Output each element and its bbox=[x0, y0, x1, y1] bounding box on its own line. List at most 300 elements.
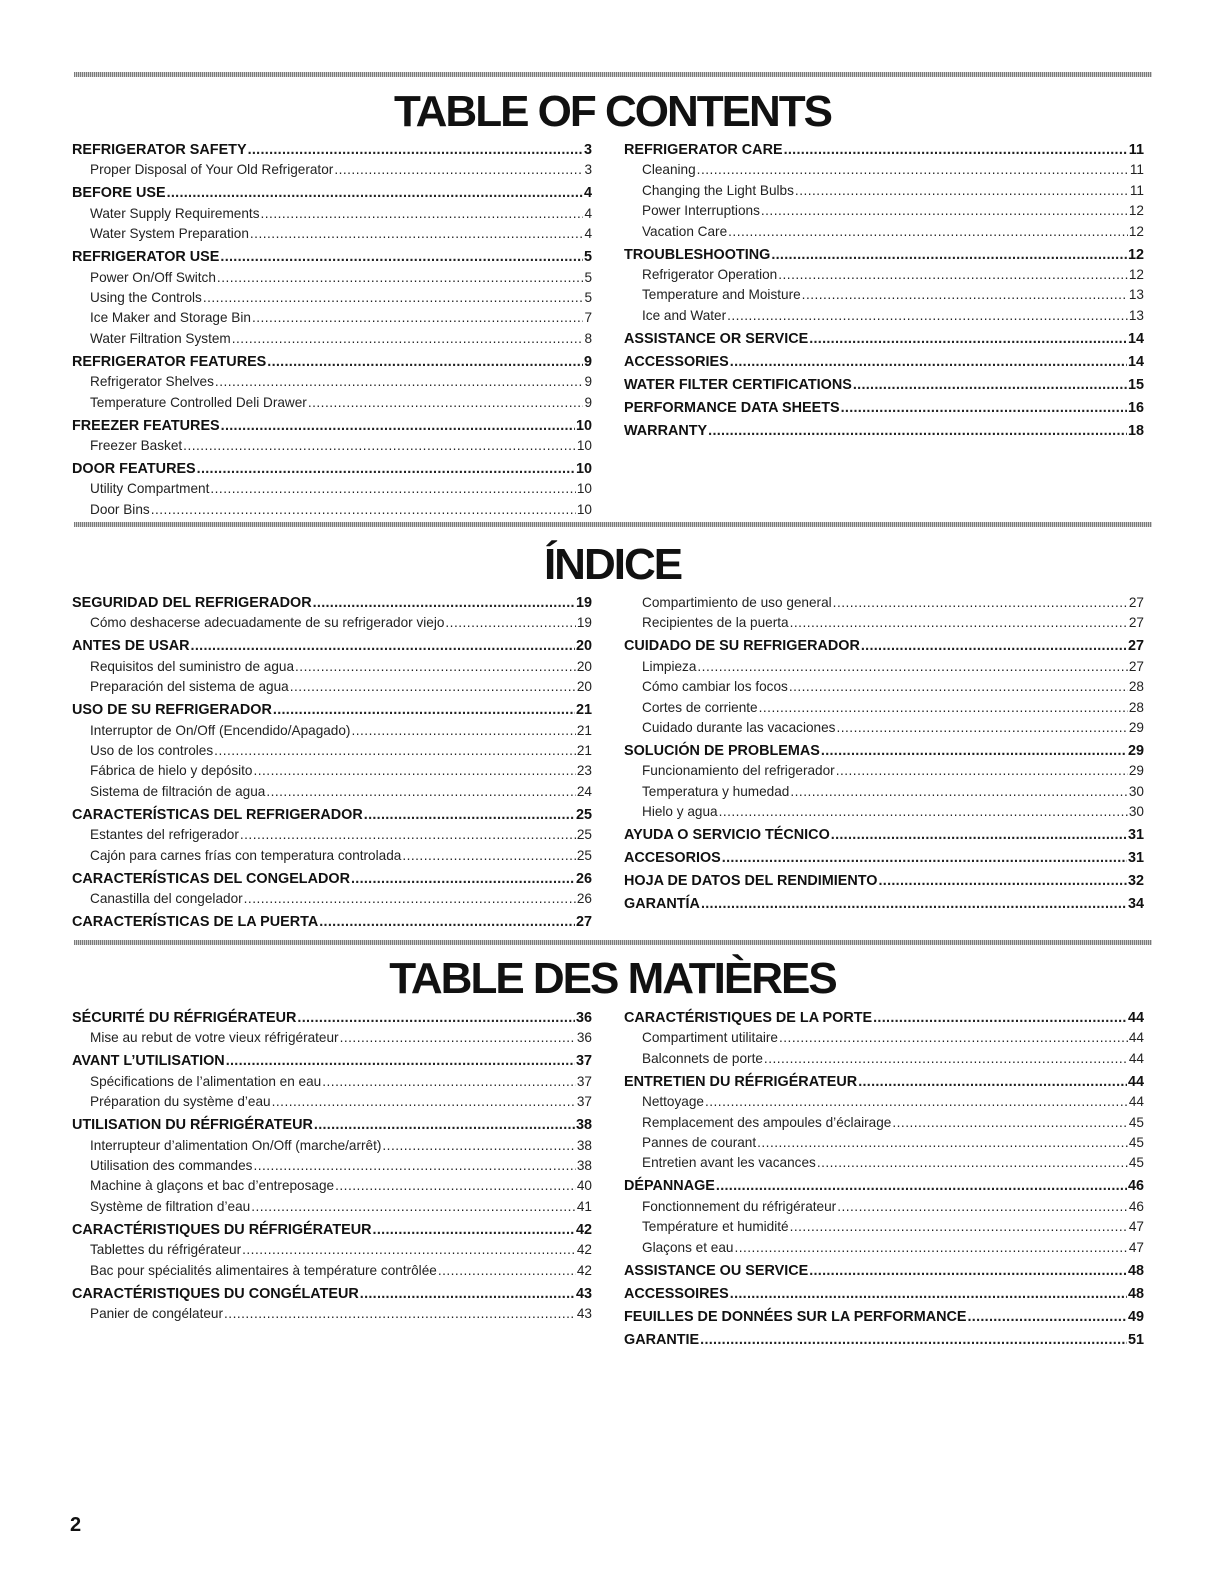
toc-subsection-entry bbox=[72, 741, 592, 761]
dot-leader bbox=[445, 613, 575, 633]
french-heading: TABLE DES MATIÈRES bbox=[389, 954, 836, 1003]
dot-leader bbox=[761, 201, 1128, 221]
dot-leader bbox=[708, 421, 1127, 441]
toc-entry-title: REFRIGERATOR CARE bbox=[624, 142, 783, 158]
toc-subsection-entry bbox=[624, 285, 1144, 305]
toc-page-number: 28 bbox=[1128, 679, 1144, 695]
toc-subsection-entry bbox=[624, 306, 1144, 326]
dot-leader bbox=[217, 268, 584, 288]
dot-leader bbox=[727, 306, 1128, 326]
toc-subsection-entry bbox=[72, 288, 592, 308]
toc-entry-title: UTILISATION DU RÉFRIGÉRATEUR bbox=[72, 1117, 313, 1134]
toc-entry-title: DÉPANNAGE bbox=[624, 1178, 715, 1195]
toc-page-number: 12 bbox=[1127, 246, 1144, 263]
toc-subsection-entry bbox=[624, 1028, 1144, 1048]
toc-subsection-entry bbox=[72, 1156, 592, 1176]
page-number: 2 bbox=[70, 1514, 82, 1536]
toc-entry-title: Remplacement des ampoules d’éclairage bbox=[642, 1114, 892, 1130]
toc-entry-title: Ice and Water bbox=[642, 307, 727, 323]
toc-entry-title: Temperature Controlled Deli Drawer bbox=[90, 394, 307, 410]
toc-section-entry bbox=[72, 1051, 592, 1071]
dot-leader bbox=[722, 848, 1127, 868]
dot-leader bbox=[266, 782, 576, 802]
toc-page-number: 25 bbox=[575, 806, 592, 823]
toc-page-number: 5 bbox=[584, 269, 592, 285]
toc-page-number: 26 bbox=[575, 870, 592, 887]
dot-leader bbox=[784, 140, 1128, 160]
toc-entry-title: Bac pour spécialités alimentaires à température contrôlée bbox=[90, 1262, 437, 1278]
toc-page-number: 26 bbox=[576, 891, 592, 907]
toc-page-number: 47 bbox=[1128, 1239, 1144, 1255]
dot-leader bbox=[789, 677, 1128, 697]
dot-leader bbox=[272, 1092, 576, 1112]
toc-page-number: 4 bbox=[584, 226, 592, 242]
toc-page-number: 3 bbox=[584, 162, 592, 178]
toc-page-number: 46 bbox=[1128, 1198, 1144, 1214]
toc-entry-title: Power On/Off Switch bbox=[90, 269, 216, 285]
toc-entry-title: Door Bins bbox=[90, 501, 150, 517]
toc-page-number: 19 bbox=[575, 595, 592, 611]
toc-subsection-entry bbox=[72, 846, 592, 866]
dot-leader bbox=[308, 393, 584, 413]
toc-entry-title: Nettoyage bbox=[642, 1094, 704, 1110]
toc-entry-title: USO DE SU REFRIGERADOR bbox=[72, 702, 272, 719]
toc-page-number: 10 bbox=[576, 481, 592, 497]
dot-leader bbox=[764, 1049, 1128, 1069]
toc-entry-title: Temperature and Moisture bbox=[642, 287, 801, 303]
toc-subsection-entry bbox=[624, 1197, 1144, 1217]
toc-entry-title: Proper Disposal of Your Old Refrigerator bbox=[90, 162, 334, 178]
toc-entry-title: Préparation du système d’eau bbox=[90, 1094, 271, 1110]
toc-entry-title: Recipientes de la puerta bbox=[642, 615, 789, 631]
toc-entry-title: PERFORMANCE DATA SHEETS bbox=[624, 399, 840, 416]
toc-subsection-entry bbox=[624, 761, 1144, 781]
toc-page-number: 10 bbox=[576, 438, 592, 454]
toc-section-entry bbox=[72, 912, 592, 932]
toc-entry-title: Preparación del sistema de agua bbox=[90, 679, 289, 695]
toc-page-number: 4 bbox=[584, 205, 592, 221]
toc-entry-title: BEFORE USE bbox=[72, 185, 166, 202]
toc-section-entry bbox=[72, 459, 592, 479]
dot-leader bbox=[809, 329, 1127, 349]
dot-leader bbox=[790, 613, 1128, 633]
dot-leader bbox=[313, 593, 575, 613]
dot-leader bbox=[817, 1153, 1128, 1173]
dot-leader bbox=[340, 1028, 576, 1048]
toc-page-number: 38 bbox=[575, 1117, 592, 1134]
toc-page-number: 29 bbox=[1128, 720, 1144, 736]
toc-page-number: 13 bbox=[1128, 307, 1144, 323]
toc-entry-title: Vacation Care bbox=[642, 223, 728, 239]
dot-leader bbox=[267, 352, 583, 372]
toc-page-number: 23 bbox=[576, 763, 592, 779]
toc-subsection-entry bbox=[72, 436, 592, 456]
toc-page-number: 10 bbox=[575, 461, 592, 478]
toc-page-number: 44 bbox=[1127, 1073, 1144, 1090]
toc-subsection-entry bbox=[72, 677, 592, 697]
toc-page-number: 11 bbox=[1129, 162, 1144, 178]
toc-entry-title: Spécifications de l’alimentation en eau bbox=[90, 1073, 322, 1089]
dot-leader bbox=[251, 1197, 576, 1217]
toc-entry-title: Interrupteur d’alimentation On/Off (marche/arrêt) bbox=[90, 1137, 382, 1153]
dot-leader bbox=[836, 761, 1128, 781]
dot-leader bbox=[771, 245, 1127, 265]
toc-entry-title: Système de filtration d’eau bbox=[90, 1198, 251, 1214]
toc-entry-title: SOLUCIÓN DE PROBLEMAS bbox=[624, 743, 820, 760]
toc-page-number: 43 bbox=[575, 1285, 592, 1302]
toc-subsection-entry bbox=[72, 393, 592, 413]
french-right-column bbox=[624, 1008, 1144, 1350]
toc-section-entry bbox=[624, 245, 1144, 265]
toc-page-number: 36 bbox=[575, 1010, 592, 1026]
dot-leader bbox=[290, 677, 576, 697]
dot-leader bbox=[861, 636, 1127, 656]
dot-leader bbox=[248, 140, 583, 160]
toc-section-entry bbox=[72, 1115, 592, 1135]
toc-entry-title: AYUDA O SERVICIO TÉCNICO bbox=[624, 827, 830, 844]
toc-entry-title: SÉCURITÉ DU RÉFRIGÉRATEUR bbox=[72, 1010, 297, 1026]
dot-leader bbox=[701, 894, 1127, 914]
dot-leader bbox=[250, 224, 584, 244]
toc-page-number: 7 bbox=[584, 310, 592, 326]
toc-section-entry bbox=[624, 421, 1144, 441]
dot-leader bbox=[705, 1092, 1128, 1112]
toc-page-number: 31 bbox=[1127, 850, 1144, 867]
toc-section-entry bbox=[624, 1072, 1144, 1092]
toc-entry-title: Machine à glaçons et bac d’entreposage bbox=[90, 1178, 335, 1194]
toc-entry-title: Water Filtration System bbox=[90, 330, 231, 346]
toc-page-number: 27 bbox=[575, 914, 592, 931]
toc-page-number: 48 bbox=[1127, 1285, 1144, 1302]
toc-subsection-entry bbox=[72, 1197, 592, 1217]
dot-leader bbox=[697, 160, 1129, 180]
toc-entry-title: ACCESSOIRES bbox=[624, 1285, 729, 1302]
toc-entry-title: Compartimiento de uso general bbox=[642, 595, 832, 610]
toc-page-number: 44 bbox=[1128, 1030, 1144, 1046]
dot-leader bbox=[697, 657, 1127, 677]
toc-entry-title: CARACTERÍSTICAS DEL CONGELADOR bbox=[72, 870, 350, 887]
toc-entry-title: Utility Compartment bbox=[90, 481, 210, 497]
toc-entry-title: Pannes de courant bbox=[642, 1135, 757, 1151]
toc-section-entry bbox=[624, 1176, 1144, 1196]
toc-subsection-entry bbox=[624, 160, 1144, 180]
toc-entry-title: Refrigerator Shelves bbox=[90, 374, 214, 390]
toc-entry-title: ASSISTANCE OU SERVICE bbox=[624, 1262, 809, 1279]
toc-subsection-entry bbox=[624, 657, 1144, 677]
toc-page-number: 8 bbox=[584, 330, 592, 346]
toc-page-number: 25 bbox=[576, 827, 592, 843]
toc-page-number: 9 bbox=[584, 374, 592, 390]
dot-leader bbox=[191, 636, 575, 656]
toc-section-entry bbox=[624, 1284, 1144, 1304]
dot-leader bbox=[730, 1284, 1127, 1304]
toc-page-number: 42 bbox=[575, 1221, 592, 1238]
toc-subsection-entry bbox=[624, 593, 1144, 613]
dot-leader bbox=[873, 1008, 1127, 1028]
toc-entry-title: TROUBLESHOOTING bbox=[624, 246, 771, 263]
toc-section-entry bbox=[72, 140, 592, 160]
toc-section-entry bbox=[624, 1261, 1144, 1281]
toc-entry-title: Glaçons et eau bbox=[642, 1239, 734, 1255]
toc-subsection-entry bbox=[624, 698, 1144, 718]
toc-entry-title: Water System Preparation bbox=[90, 226, 249, 242]
toc-entry-title: Requisitos del suministro de agua bbox=[90, 658, 295, 674]
toc-entry-title: REFRIGERATOR FEATURES bbox=[72, 353, 267, 370]
toc-entry-title: Mise au rebut de votre vieux réfrigérateur bbox=[90, 1030, 339, 1046]
toc-page-number: 37 bbox=[576, 1073, 592, 1089]
toc-page-number: 40 bbox=[576, 1178, 592, 1194]
toc-entry-title: Cortes de corriente bbox=[642, 699, 758, 715]
toc-entry-title: GARANTÍA bbox=[624, 896, 700, 913]
toc-entry-title: Using the Controls bbox=[90, 290, 202, 306]
toc-entry-title: ACCESSORIES bbox=[624, 353, 729, 370]
toc-subsection-entry bbox=[72, 1240, 592, 1260]
toc-entry-title: ASSISTANCE OR SERVICE bbox=[624, 330, 809, 347]
toc-section-entry bbox=[624, 741, 1144, 761]
dot-leader bbox=[779, 1028, 1128, 1048]
toc-subsection-entry bbox=[624, 613, 1144, 633]
toc-section-entry bbox=[72, 805, 592, 825]
dot-leader bbox=[351, 869, 575, 889]
toc-page-number: 45 bbox=[1128, 1135, 1144, 1151]
toc-entry-title: Entretien avant les vacances bbox=[642, 1155, 816, 1171]
toc-page-number: 37 bbox=[576, 1094, 592, 1110]
toc-entry-title: REFRIGERATOR USE bbox=[72, 249, 220, 266]
dot-leader bbox=[853, 375, 1127, 395]
dot-leader bbox=[802, 285, 1128, 305]
toc-entry-title: Canastilla del congelador bbox=[90, 891, 243, 907]
french-divider bbox=[74, 940, 1152, 945]
toc-page-number: 11 bbox=[1129, 182, 1144, 198]
toc-entry-title: Freezer Basket bbox=[90, 438, 183, 454]
toc-subsection-entry bbox=[624, 1092, 1144, 1112]
dot-leader bbox=[253, 761, 575, 781]
toc-page-number: 9 bbox=[583, 353, 592, 370]
toc-page-number: 34 bbox=[1127, 896, 1144, 913]
toc-subsection-entry bbox=[72, 224, 592, 244]
dot-leader bbox=[892, 1113, 1128, 1133]
dot-leader bbox=[232, 329, 584, 349]
dot-leader bbox=[226, 1051, 575, 1071]
toc-section-entry bbox=[624, 1330, 1144, 1350]
toc-entry-title: Changing the Light Bulbs bbox=[642, 182, 794, 198]
toc-subsection-entry bbox=[72, 1136, 592, 1156]
toc-page-number: 47 bbox=[1128, 1219, 1144, 1235]
dot-leader bbox=[836, 718, 1127, 738]
toc-subsection-entry bbox=[72, 1028, 592, 1048]
dot-leader bbox=[221, 416, 575, 436]
toc-entry-title: FEUILLES DE DONNÉES SUR LA PERFORMANCE bbox=[624, 1308, 967, 1325]
toc-page-number: 46 bbox=[1127, 1178, 1144, 1195]
toc-subsection-entry bbox=[72, 1176, 592, 1196]
dot-leader bbox=[700, 1330, 1127, 1350]
dot-leader bbox=[967, 1307, 1127, 1327]
toc-section-entry bbox=[624, 1307, 1144, 1327]
dot-leader bbox=[215, 372, 584, 392]
toc-subsection-entry bbox=[72, 825, 592, 845]
toc-page-number: 45 bbox=[1128, 1114, 1144, 1130]
dot-leader bbox=[319, 912, 575, 932]
toc-entry-title: Cajón para carnes frías con temperatura controlada bbox=[90, 847, 402, 863]
toc-page-number: 29 bbox=[1128, 763, 1144, 779]
toc-entry-title: FREEZER FEATURES bbox=[72, 417, 220, 434]
toc-entry-title: Fonctionnement du réfrigérateur bbox=[642, 1198, 837, 1214]
toc-page-number: 18 bbox=[1127, 422, 1144, 439]
toc-page-number: 5 bbox=[583, 249, 592, 266]
toc-entry-title: WATER FILTER CERTIFICATIONS bbox=[624, 376, 852, 393]
toc-section-entry bbox=[72, 636, 592, 656]
toc-section-entry bbox=[72, 1284, 592, 1304]
dot-leader bbox=[402, 846, 576, 866]
toc-page-number: 38 bbox=[576, 1158, 592, 1174]
toc-subsection-entry bbox=[72, 1072, 592, 1092]
english-heading: TABLE OF CONTENTS bbox=[394, 87, 831, 136]
toc-subsection-entry bbox=[72, 160, 592, 180]
dot-leader bbox=[273, 700, 575, 720]
dot-leader bbox=[716, 1176, 1127, 1196]
toc-section-entry bbox=[72, 352, 592, 372]
toc-subsection-entry bbox=[72, 308, 592, 328]
toc-entry-title: CARACTÉRISTIQUES DE LA PORTE bbox=[624, 1010, 873, 1026]
toc-page-number: 20 bbox=[576, 679, 592, 695]
toc-page-number: 19 bbox=[576, 615, 592, 631]
toc-subsection-entry bbox=[72, 761, 592, 781]
toc-page-number: 44 bbox=[1128, 1050, 1144, 1066]
toc-page-number: 49 bbox=[1127, 1308, 1144, 1325]
toc-entry-title: Interruptor de On/Off (Encendido/Apagado) bbox=[90, 722, 351, 738]
toc-page-number: 9 bbox=[584, 394, 592, 410]
toc-subsection-entry bbox=[624, 1217, 1144, 1237]
dot-leader bbox=[364, 805, 575, 825]
toc-section-entry bbox=[72, 416, 592, 436]
toc-entry-title: Cuidado durante las vacaciones bbox=[642, 720, 836, 736]
dot-leader bbox=[322, 1072, 576, 1092]
dot-leader bbox=[730, 352, 1127, 372]
toc-entry-title: Cómo cambiar los focos bbox=[642, 679, 788, 695]
toc-section-entry bbox=[72, 247, 592, 267]
dot-leader bbox=[197, 459, 575, 479]
dot-leader bbox=[261, 204, 584, 224]
dot-leader bbox=[373, 1220, 575, 1240]
toc-page-number: 42 bbox=[576, 1262, 592, 1278]
dot-leader bbox=[220, 247, 583, 267]
spanish-heading: ÍNDICE bbox=[543, 540, 682, 589]
toc-page-number: 43 bbox=[576, 1306, 592, 1322]
toc-page-number: 25 bbox=[576, 847, 592, 863]
toc-subsection-entry bbox=[624, 201, 1144, 221]
toc-page-number: 29 bbox=[1127, 743, 1144, 760]
dot-leader bbox=[382, 1136, 575, 1156]
toc-entry-title: DOOR FEATURES bbox=[72, 461, 196, 478]
toc-section-entry bbox=[624, 871, 1144, 891]
toc-section-entry bbox=[72, 1008, 592, 1028]
toc-entry-title: AVANT L’UTILISATION bbox=[72, 1053, 225, 1070]
toc-section-entry bbox=[624, 352, 1144, 372]
toc-page-number: 27 bbox=[1128, 658, 1144, 674]
toc-page-number: 41 bbox=[576, 1198, 592, 1214]
toc-entry-title: Cleaning bbox=[642, 162, 696, 178]
toc-entry-title: Balconnets de porte bbox=[642, 1050, 763, 1066]
dot-leader bbox=[151, 500, 576, 520]
dot-leader bbox=[240, 825, 576, 845]
dot-leader bbox=[790, 782, 1128, 802]
toc-subsection-entry bbox=[72, 782, 592, 802]
toc-entry-title: CARACTERÍSTICAS DEL REFRIGERADOR bbox=[72, 806, 363, 823]
toc-entry-title: Fábrica de hielo y depósito bbox=[90, 763, 253, 779]
toc-page-number: 4 bbox=[583, 185, 592, 202]
spanish-left-column bbox=[72, 593, 592, 932]
toc-subsection-entry bbox=[72, 889, 592, 909]
dot-leader bbox=[167, 183, 583, 203]
toc-entry-title: CARACTÉRISTIQUES DU RÉFRIGÉRATEUR bbox=[72, 1221, 372, 1238]
toc-entry-title: Uso de los controles bbox=[90, 743, 214, 759]
toc-page-number: 10 bbox=[576, 501, 592, 517]
toc-subsection-entry bbox=[624, 1113, 1144, 1133]
toc-page-number: 44 bbox=[1127, 1010, 1144, 1026]
toc-entry-title: Temperatura y humedad bbox=[642, 783, 790, 799]
dot-leader bbox=[314, 1115, 575, 1135]
toc-page-number: 30 bbox=[1128, 804, 1144, 820]
toc-entry-title: Utilisation des commandes bbox=[90, 1158, 253, 1174]
dot-leader bbox=[841, 398, 1127, 418]
toc-page-number: 27 bbox=[1127, 638, 1144, 655]
toc-entry-title: REFRIGERATOR SAFETY bbox=[72, 142, 247, 158]
toc-subsection-entry bbox=[624, 1133, 1144, 1153]
toc-page-number: 51 bbox=[1127, 1331, 1144, 1348]
toc-page-number: 24 bbox=[576, 783, 592, 799]
toc-subsection-entry bbox=[624, 1238, 1144, 1258]
dot-leader bbox=[858, 1072, 1127, 1092]
toc-subsection-entry bbox=[624, 677, 1144, 697]
toc-subsection-entry bbox=[72, 1304, 592, 1324]
spanish-divider bbox=[74, 522, 1152, 527]
toc-entry-title: Cómo deshacerse adecuadamente de su refrigerador viejo bbox=[90, 615, 445, 631]
toc-entry-title: ANTES DE USAR bbox=[72, 638, 190, 655]
toc-entry-title: Water Supply Requirements bbox=[90, 205, 260, 221]
dot-leader bbox=[821, 741, 1127, 761]
toc-page-number: 10 bbox=[575, 417, 592, 434]
toc-entry-title: ENTRETIEN DU RÉFRIGÉRATEUR bbox=[624, 1073, 858, 1090]
dot-leader bbox=[360, 1284, 575, 1304]
toc-page-number: 20 bbox=[576, 658, 592, 674]
toc-entry-title: ACCESORIOS bbox=[624, 850, 721, 867]
toc-entry-title: Estantes del refrigerador bbox=[90, 827, 239, 843]
toc-entry-title: Hielo y agua bbox=[642, 804, 718, 820]
toc-subsection-entry bbox=[72, 372, 592, 392]
toc-subsection-entry bbox=[624, 718, 1144, 738]
dot-leader bbox=[244, 889, 576, 909]
toc-page-number: 21 bbox=[575, 702, 592, 719]
dot-leader bbox=[334, 160, 583, 180]
toc-entry-title: CARACTERÍSTICAS DE LA PUERTA bbox=[72, 914, 319, 931]
toc-subsection-entry bbox=[624, 802, 1144, 822]
toc-page-number: 36 bbox=[576, 1030, 592, 1046]
toc-section-entry bbox=[624, 375, 1144, 395]
dot-leader bbox=[795, 181, 1129, 201]
toc-entry-title: Tablettes du réfrigérateur bbox=[90, 1242, 242, 1258]
dot-leader bbox=[252, 308, 583, 328]
toc-entry-title: Funcionamiento del refrigerador bbox=[642, 763, 835, 779]
dot-leader bbox=[831, 825, 1127, 845]
toc-entry-title: GARANTIE bbox=[624, 1331, 700, 1348]
top-divider bbox=[74, 72, 1152, 77]
dot-leader bbox=[728, 222, 1128, 242]
dot-leader bbox=[214, 741, 576, 761]
toc-section-entry bbox=[624, 825, 1144, 845]
dot-leader bbox=[335, 1176, 576, 1196]
dot-leader bbox=[837, 1197, 1128, 1217]
toc-page-number: 21 bbox=[576, 743, 592, 759]
